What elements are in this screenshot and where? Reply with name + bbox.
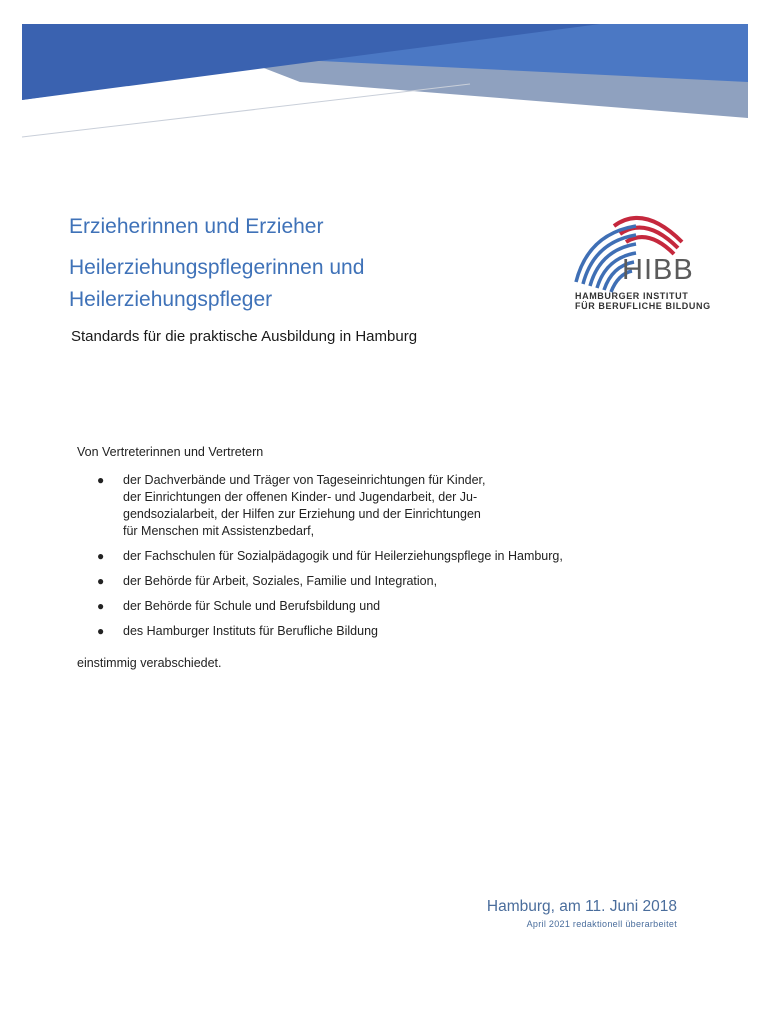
bullet-text: der Dachverbände und Träger von Tageseinrichtungen für Kinder, der Einrichtungen der offenen Kinder- und Jugendarbeit, der Ju- gendsozialarbeit, der Hilfen zur Erziehung und der Einrichtungen für Menschen mit Assistenzbedarf, [123,473,486,538]
footer-date: Hamburg, am 11. Juni 2018 [486,898,677,915]
bullet-item [94,573,654,590]
bullet-text: der Behörde für Arbeit, Soziales, Familie und Integration, [123,574,438,588]
bullet-text: des Hamburger Instituts für Berufliche Bildung [123,624,378,638]
bullet-dot-icon: ● [97,549,105,563]
title-line-1: Erzieherinnen und Erzieher [69,215,324,238]
bullet-text: der Fachschulen für Sozialpädagogik und für Heilerziehungspflege in Hamburg, [123,549,563,563]
bullet-item [94,598,654,615]
logo-subtitle-line-2: FÜR BERUFLICHE BILDUNG [575,301,711,311]
title-line-2: Heilerziehungspflegerinnen und [69,256,365,279]
logo-subtitle-line-1: HAMBURGER INSTITUT [575,291,689,301]
header-banner [0,0,770,150]
document-subtitle: Standards für die praktische Ausbildung in Hamburg [71,328,418,345]
banner-thin-line [22,84,470,137]
title-line-3: Heilerziehungspfleger [69,288,273,311]
closing-text: einstimmig verabschiedet. [77,656,222,670]
intro-text: Von Vertreterinnen und Vertretern [77,445,264,459]
bullet-dot-icon: ● [97,473,105,487]
bullet-dot-icon: ● [97,624,105,638]
logo-name: HIBB [622,254,694,286]
bullet-dot-icon: ● [97,599,105,613]
bullet-item [94,472,654,540]
bullet-item [94,548,654,565]
bullet-item [94,623,654,640]
bullet-text: der Behörde für Schule und Berufsbildung und [123,599,381,613]
footer-note: April 2021 redaktionell überarbeitet [526,919,677,929]
bullet-dot-icon: ● [97,574,105,588]
bullet-list [94,472,654,648]
